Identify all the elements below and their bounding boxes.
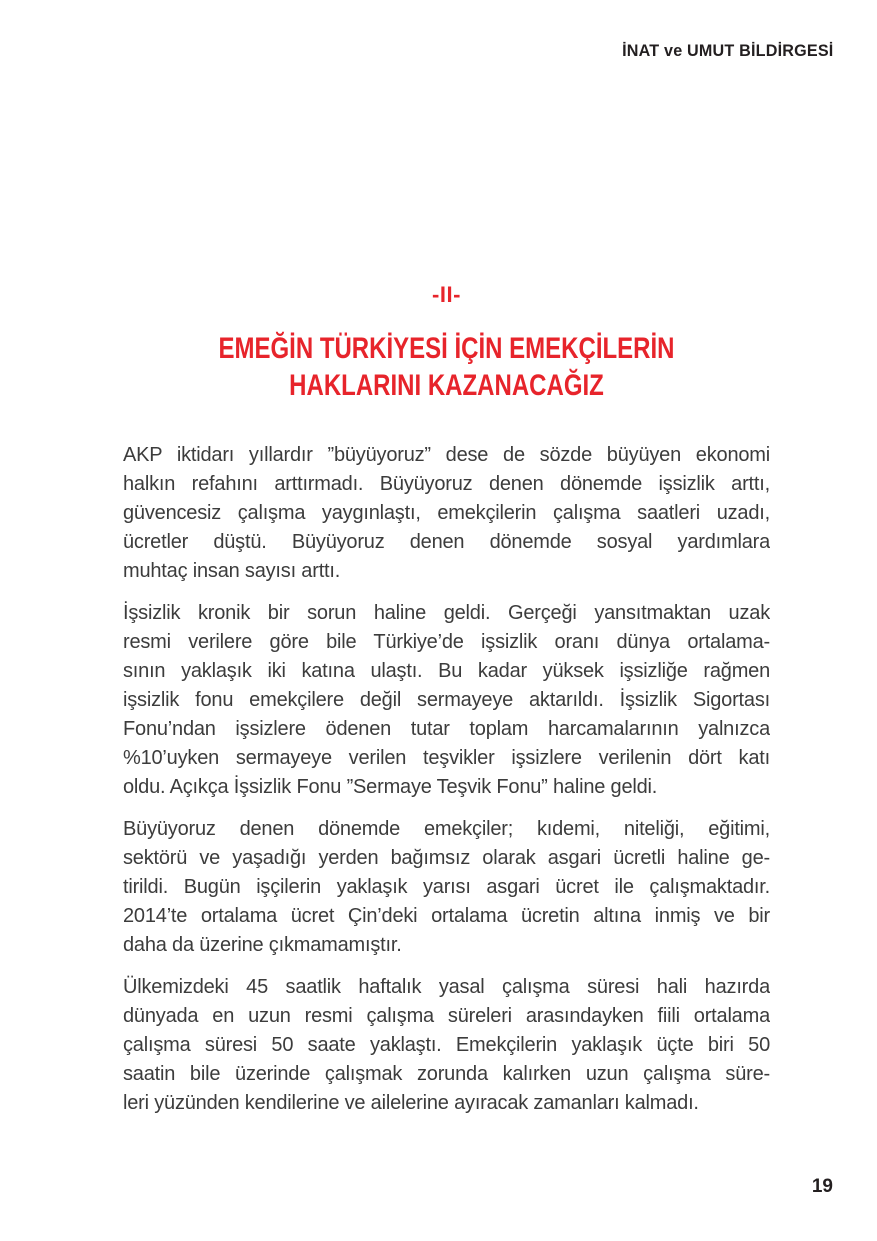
paragraph-line: oldu. Açıkça İşsizlik Fonu ”Sermaye Teşvik Fonu” haline geldi.: [123, 776, 658, 798]
paragraph-line: %10’uyken sermayeye verilen teşvikler işsizlere verilenin dört katı: [123, 747, 770, 769]
page-title-line-2: HAKLARINI KAZANACAĞIZ: [289, 369, 604, 402]
paragraph-line: daha da üzerine çıkmamamıştır.: [123, 934, 402, 956]
paragraph: [123, 441, 770, 586]
paragraph: [123, 973, 770, 1118]
section-marker: -II-: [432, 282, 461, 307]
paragraph-line: çalışma süresi 50 saate yaklaştı. Emekçilerin yaklaşık üçte biri 50: [123, 1034, 770, 1056]
paragraph-line: saatin bile üzerinde çalışmak zorunda kalırken uzun çalışma süre-: [123, 1063, 770, 1085]
paragraph-line: tirildi. Bugün işçilerin yaklaşık yarısı asgari ücret ile çalışmaktadır.: [123, 876, 770, 898]
page-title-line-1: EMEĞİN TÜRKİYESİ İÇİN EMEKÇİLERİN: [218, 332, 675, 365]
paragraph-line: Büyüyoruz denen dönemde emekçiler; kıdemi, niteliği, eğitimi,: [123, 818, 770, 840]
paragraph-line: sının yaklaşık iki katına ulaştı. Bu kadar yüksek işsizliğe rağmen: [123, 660, 770, 682]
paragraph-line: resmi verilere göre bile Türkiye’de işsizlik oranı dünya ortalama-: [123, 631, 770, 653]
paragraph-line: dünyada en uzun resmi çalışma süreleri arasındayken fiili ortalama: [123, 1005, 770, 1027]
paragraph: [123, 815, 770, 960]
paragraph-line: 2014’te ortalama ücret Çin’deki ortalama ücretin altına inmiş ve bir: [123, 905, 770, 927]
paragraph-line: AKP iktidarı yıllardır ”büyüyoruz” dese de sözde büyüyen ekonomi: [123, 444, 770, 466]
body-text: [123, 441, 770, 1131]
paragraph-line: Fonu’ndan işsizlere ödenen tutar toplam harcamalarının yalnızca: [123, 718, 770, 740]
paragraph-line: güvencesiz çalışma yaygınlaştı, emekçilerin çalışma saatleri uzadı,: [123, 502, 770, 524]
paragraph-line: İşsizlik kronik bir sorun haline geldi. Gerçeği yansıtmaktan uzak: [123, 602, 770, 624]
paragraph-line: sektörü ve yaşadığı yerden bağımsız olarak asgari ücretli haline ge-: [123, 847, 770, 869]
page-title: [188, 330, 706, 404]
page-number: 19: [811, 1176, 833, 1197]
paragraph-line: işsizlik fonu emekçilere değil sermayeye aktarıldı. İşsizlik Sigortası: [123, 689, 770, 711]
paragraph: [123, 599, 770, 802]
paragraph-line: ücretler düştü. Büyüyoruz denen dönemde sosyal yardımlara: [123, 531, 770, 553]
running-header: İNAT ve UMUT BİLDİRGESİ: [621, 41, 833, 60]
paragraph-line: Ülkemizdeki 45 saatlik haftalık yasal çalışma süresi hali hazırda: [123, 976, 770, 998]
paragraph-line: leri yüzünden kendilerine ve ailelerine ayıracak zamanları kalmadı.: [123, 1092, 699, 1114]
paragraph-line: halkın refahını arttırmadı. Büyüyoruz denen dönemde işsizlik arttı,: [123, 473, 770, 495]
paragraph-line: muhtaç insan sayısı arttı.: [123, 560, 341, 582]
